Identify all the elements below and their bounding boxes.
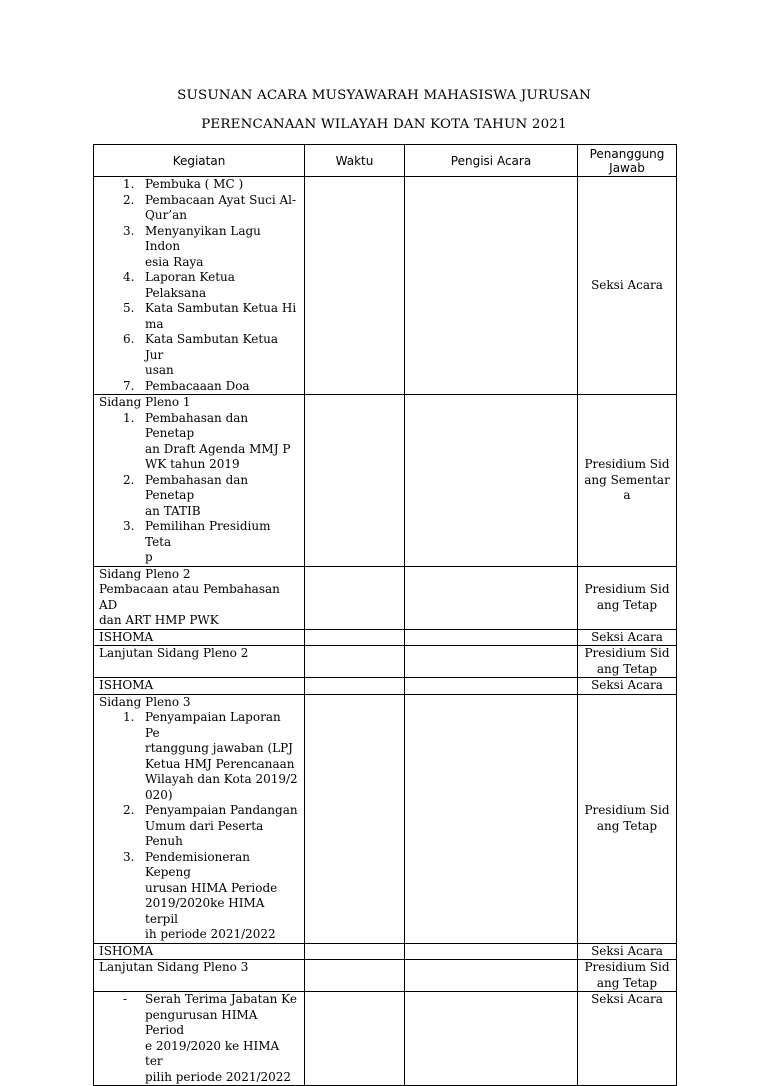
list-item-text: Pembacaaan Doa bbox=[145, 378, 250, 393]
table-row bbox=[94, 646, 677, 678]
activity-list bbox=[99, 992, 299, 1085]
pengisi-acara-cell bbox=[405, 678, 578, 695]
pengisi-acara-cell bbox=[405, 566, 578, 629]
list-item bbox=[99, 270, 299, 301]
penanggung-jawab-cell bbox=[578, 960, 677, 992]
table-row bbox=[94, 629, 677, 646]
penanggung-jawab-text: Presidium Sid bbox=[584, 582, 670, 596]
penanggung-jawab-text: Seksi Acara bbox=[591, 943, 663, 958]
penanggung-jawab-text: ang Tetap bbox=[596, 818, 658, 833]
penanggung-jawab-text: Seksi Acara bbox=[591, 629, 663, 644]
list-item-number: 1. bbox=[123, 410, 135, 425]
pengisi-acara-cell bbox=[405, 943, 578, 960]
waktu-cell bbox=[305, 678, 405, 695]
row-heading: Lanjutan Sidang Pleno 2 bbox=[99, 646, 249, 660]
waktu-cell bbox=[305, 694, 405, 943]
penanggung-jawab-text: Seksi Acara bbox=[591, 992, 663, 1006]
list-item-text: Wilayah dan Kota 2019/2 bbox=[145, 772, 298, 786]
document-title-line-1: SUSUNAN ACARA MUSYAWARAH MAHASISWA JURUSAN bbox=[177, 88, 591, 103]
kegiatan-cell bbox=[94, 992, 305, 1086]
penanggung-jawab-cell bbox=[578, 646, 677, 678]
pengisi-acara-cell bbox=[405, 177, 578, 395]
kegiatan-cell bbox=[94, 395, 305, 567]
list-item-number: 7. bbox=[123, 378, 135, 393]
list-item-text: 2019/2020ke HIMA terpil bbox=[145, 896, 265, 926]
table-row bbox=[94, 943, 677, 960]
list-item bbox=[99, 177, 299, 193]
list-item-number: 6. bbox=[123, 332, 135, 346]
header-jawab-line: Jawab bbox=[609, 160, 645, 175]
list-item-number: 3. bbox=[123, 849, 135, 864]
list-item-number: 2. bbox=[123, 472, 135, 487]
list-item-number: 3. bbox=[123, 223, 135, 238]
list-item-text: Pembacaan Ayat Suci Al- bbox=[145, 192, 297, 207]
kegiatan-cell bbox=[94, 694, 305, 943]
penanggung-jawab-cell bbox=[578, 395, 677, 567]
row-heading: ISHOMA bbox=[99, 943, 154, 958]
penanggung-jawab-text: ang Tetap bbox=[596, 975, 658, 990]
pengisi-acara-cell bbox=[405, 960, 578, 992]
header-pengisi-acara: Pengisi Acara bbox=[405, 145, 578, 177]
list-item-text: Menyanyikan Lagu Indon bbox=[145, 223, 261, 253]
penanggung-jawab-text: ang Tetap bbox=[596, 661, 658, 676]
list-item bbox=[99, 301, 299, 332]
list-item-text: Serah Terima Jabatan Ke bbox=[145, 992, 297, 1006]
row-heading: Sidang Pleno 2 bbox=[99, 566, 191, 581]
list-item-number: - bbox=[123, 992, 128, 1006]
list-item-text: ih periode 2021/2022 bbox=[145, 927, 276, 941]
kegiatan-cell bbox=[94, 646, 305, 678]
pengisi-acara-cell bbox=[405, 694, 578, 943]
activity-list bbox=[99, 177, 299, 394]
row-text-line: Pembacaan atau Pembahasan AD bbox=[99, 582, 280, 612]
list-item-text: Laporan Ketua Pelaksana bbox=[145, 270, 235, 300]
list-item bbox=[99, 992, 299, 1085]
list-item-text: pengurusan HIMA Period bbox=[145, 1007, 258, 1037]
row-text-line: dan ART HMP PWK bbox=[99, 613, 219, 627]
list-item-text: ma bbox=[145, 316, 164, 331]
list-item-number: 1. bbox=[123, 710, 135, 724]
list-item-number: 2. bbox=[123, 803, 135, 817]
header-penanggung-line: Penanggung bbox=[589, 146, 665, 161]
list-item-text: urusan HIMA Periode bbox=[145, 880, 278, 895]
waktu-cell bbox=[305, 395, 405, 567]
header-waktu: Waktu bbox=[305, 145, 405, 177]
row-heading: Sidang Pleno 3 bbox=[99, 694, 191, 709]
penanggung-jawab-text: Seksi Acara bbox=[591, 277, 663, 292]
waktu-cell bbox=[305, 629, 405, 646]
table-row bbox=[94, 678, 677, 695]
penanggung-jawab-cell bbox=[578, 678, 677, 695]
penanggung-jawab-text: a bbox=[623, 488, 631, 502]
table-row bbox=[94, 566, 677, 629]
pengisi-acara-cell bbox=[405, 646, 578, 678]
penanggung-jawab-cell bbox=[578, 992, 677, 1086]
kegiatan-cell bbox=[94, 566, 305, 629]
penanggung-jawab-text: Presidium Sid bbox=[584, 457, 670, 471]
list-item-text: Penyampaian Laporan Pe bbox=[145, 710, 281, 740]
document-title-line-2: PERENCANAAN WILAYAH DAN KOTA TAHUN 2021 bbox=[201, 117, 567, 132]
table-row bbox=[94, 694, 677, 943]
list-item-number: 4. bbox=[123, 270, 135, 284]
row-heading: Lanjutan Sidang Pleno 3 bbox=[99, 960, 249, 974]
table-row bbox=[94, 395, 677, 567]
waktu-cell bbox=[305, 960, 405, 992]
list-item-text: Pembuka ( MC ) bbox=[145, 177, 244, 191]
kegiatan-cell bbox=[94, 629, 305, 646]
penanggung-jawab-text: ang Tetap bbox=[596, 597, 658, 612]
list-item-text: Pemilihan Presidium Teta bbox=[145, 519, 271, 549]
agenda-table bbox=[93, 144, 677, 1086]
kegiatan-cell bbox=[94, 177, 305, 395]
list-item-text: Pendemisioneran Kepeng bbox=[145, 849, 251, 879]
activity-list bbox=[99, 710, 299, 943]
list-item-number: 1. bbox=[123, 177, 135, 191]
pengisi-acara-cell bbox=[405, 992, 578, 1086]
list-item-text: Kata Sambutan Ketua Hi bbox=[145, 301, 297, 315]
list-item-text: an TATIB bbox=[145, 503, 201, 518]
penanggung-jawab-cell bbox=[578, 629, 677, 646]
waktu-cell bbox=[305, 646, 405, 678]
penanggung-jawab-cell bbox=[578, 177, 677, 395]
list-item bbox=[99, 803, 299, 850]
penanggung-jawab-text: ang Sementar bbox=[584, 472, 670, 487]
row-heading: ISHOMA bbox=[99, 629, 154, 644]
waktu-cell bbox=[305, 943, 405, 960]
list-item-text: Penyampaian Pandangan bbox=[145, 803, 298, 817]
list-item bbox=[99, 224, 299, 271]
list-item-text: e 2019/2020 ke HIMA ter bbox=[145, 1038, 280, 1068]
penanggung-jawab-cell bbox=[578, 943, 677, 960]
list-item bbox=[99, 379, 299, 395]
list-item-text: rtanggung jawaban (LPJ bbox=[145, 741, 293, 755]
header-kegiatan: Kegiatan bbox=[94, 145, 305, 177]
kegiatan-cell bbox=[94, 960, 305, 992]
waktu-cell bbox=[305, 992, 405, 1086]
table-row bbox=[94, 960, 677, 992]
list-item-text: Kata Sambutan Ketua Jur bbox=[145, 332, 279, 362]
list-item-text: Qur’an bbox=[145, 208, 187, 222]
pengisi-acara-cell bbox=[405, 395, 578, 567]
list-item-text: Ketua HMJ Perencanaan bbox=[145, 756, 295, 771]
table-row bbox=[94, 177, 677, 395]
penanggung-jawab-text: Presidium Sid bbox=[584, 803, 670, 817]
activity-list bbox=[99, 411, 299, 566]
list-item-text: Umum dari Peserta Penuh bbox=[145, 818, 264, 848]
list-item bbox=[99, 193, 299, 224]
list-item-number: 5. bbox=[123, 301, 135, 315]
header-penanggung-jawab bbox=[578, 145, 677, 177]
list-item-number: 3. bbox=[123, 519, 135, 533]
penanggung-jawab-text: Seksi Acara bbox=[591, 678, 663, 692]
row-heading: Sidang Pleno 1 bbox=[99, 395, 191, 409]
list-item bbox=[99, 850, 299, 943]
penanggung-jawab-text: Presidium Sid bbox=[584, 646, 670, 660]
kegiatan-cell bbox=[94, 678, 305, 695]
list-item bbox=[99, 519, 299, 566]
list-item-text: Pembahasan dan Penetap bbox=[145, 472, 249, 502]
table-row bbox=[94, 992, 677, 1086]
list-item-text: p bbox=[145, 550, 153, 564]
table-header-row bbox=[94, 145, 677, 177]
list-item bbox=[99, 411, 299, 473]
list-item-text: an Draft Agenda MMJ P bbox=[145, 441, 291, 456]
row-heading: ISHOMA bbox=[99, 678, 154, 692]
waktu-cell bbox=[305, 566, 405, 629]
list-item bbox=[99, 710, 299, 803]
pengisi-acara-cell bbox=[405, 629, 578, 646]
list-item bbox=[99, 332, 299, 379]
kegiatan-cell bbox=[94, 943, 305, 960]
list-item-text: WK tahun 2019 bbox=[145, 457, 240, 471]
list-item-text: esia Raya bbox=[145, 254, 204, 269]
list-item-number: 2. bbox=[123, 192, 135, 207]
list-item-text: 020) bbox=[145, 787, 173, 802]
penanggung-jawab-cell bbox=[578, 694, 677, 943]
penanggung-jawab-cell bbox=[578, 566, 677, 629]
list-item-text: Pembahasan dan Penetap bbox=[145, 410, 249, 440]
waktu-cell bbox=[305, 177, 405, 395]
list-item-text: pilih periode 2021/2022 bbox=[145, 1069, 292, 1084]
penanggung-jawab-text: Presidium Sid bbox=[584, 960, 670, 974]
list-item-text: usan bbox=[145, 363, 174, 377]
list-item bbox=[99, 473, 299, 520]
